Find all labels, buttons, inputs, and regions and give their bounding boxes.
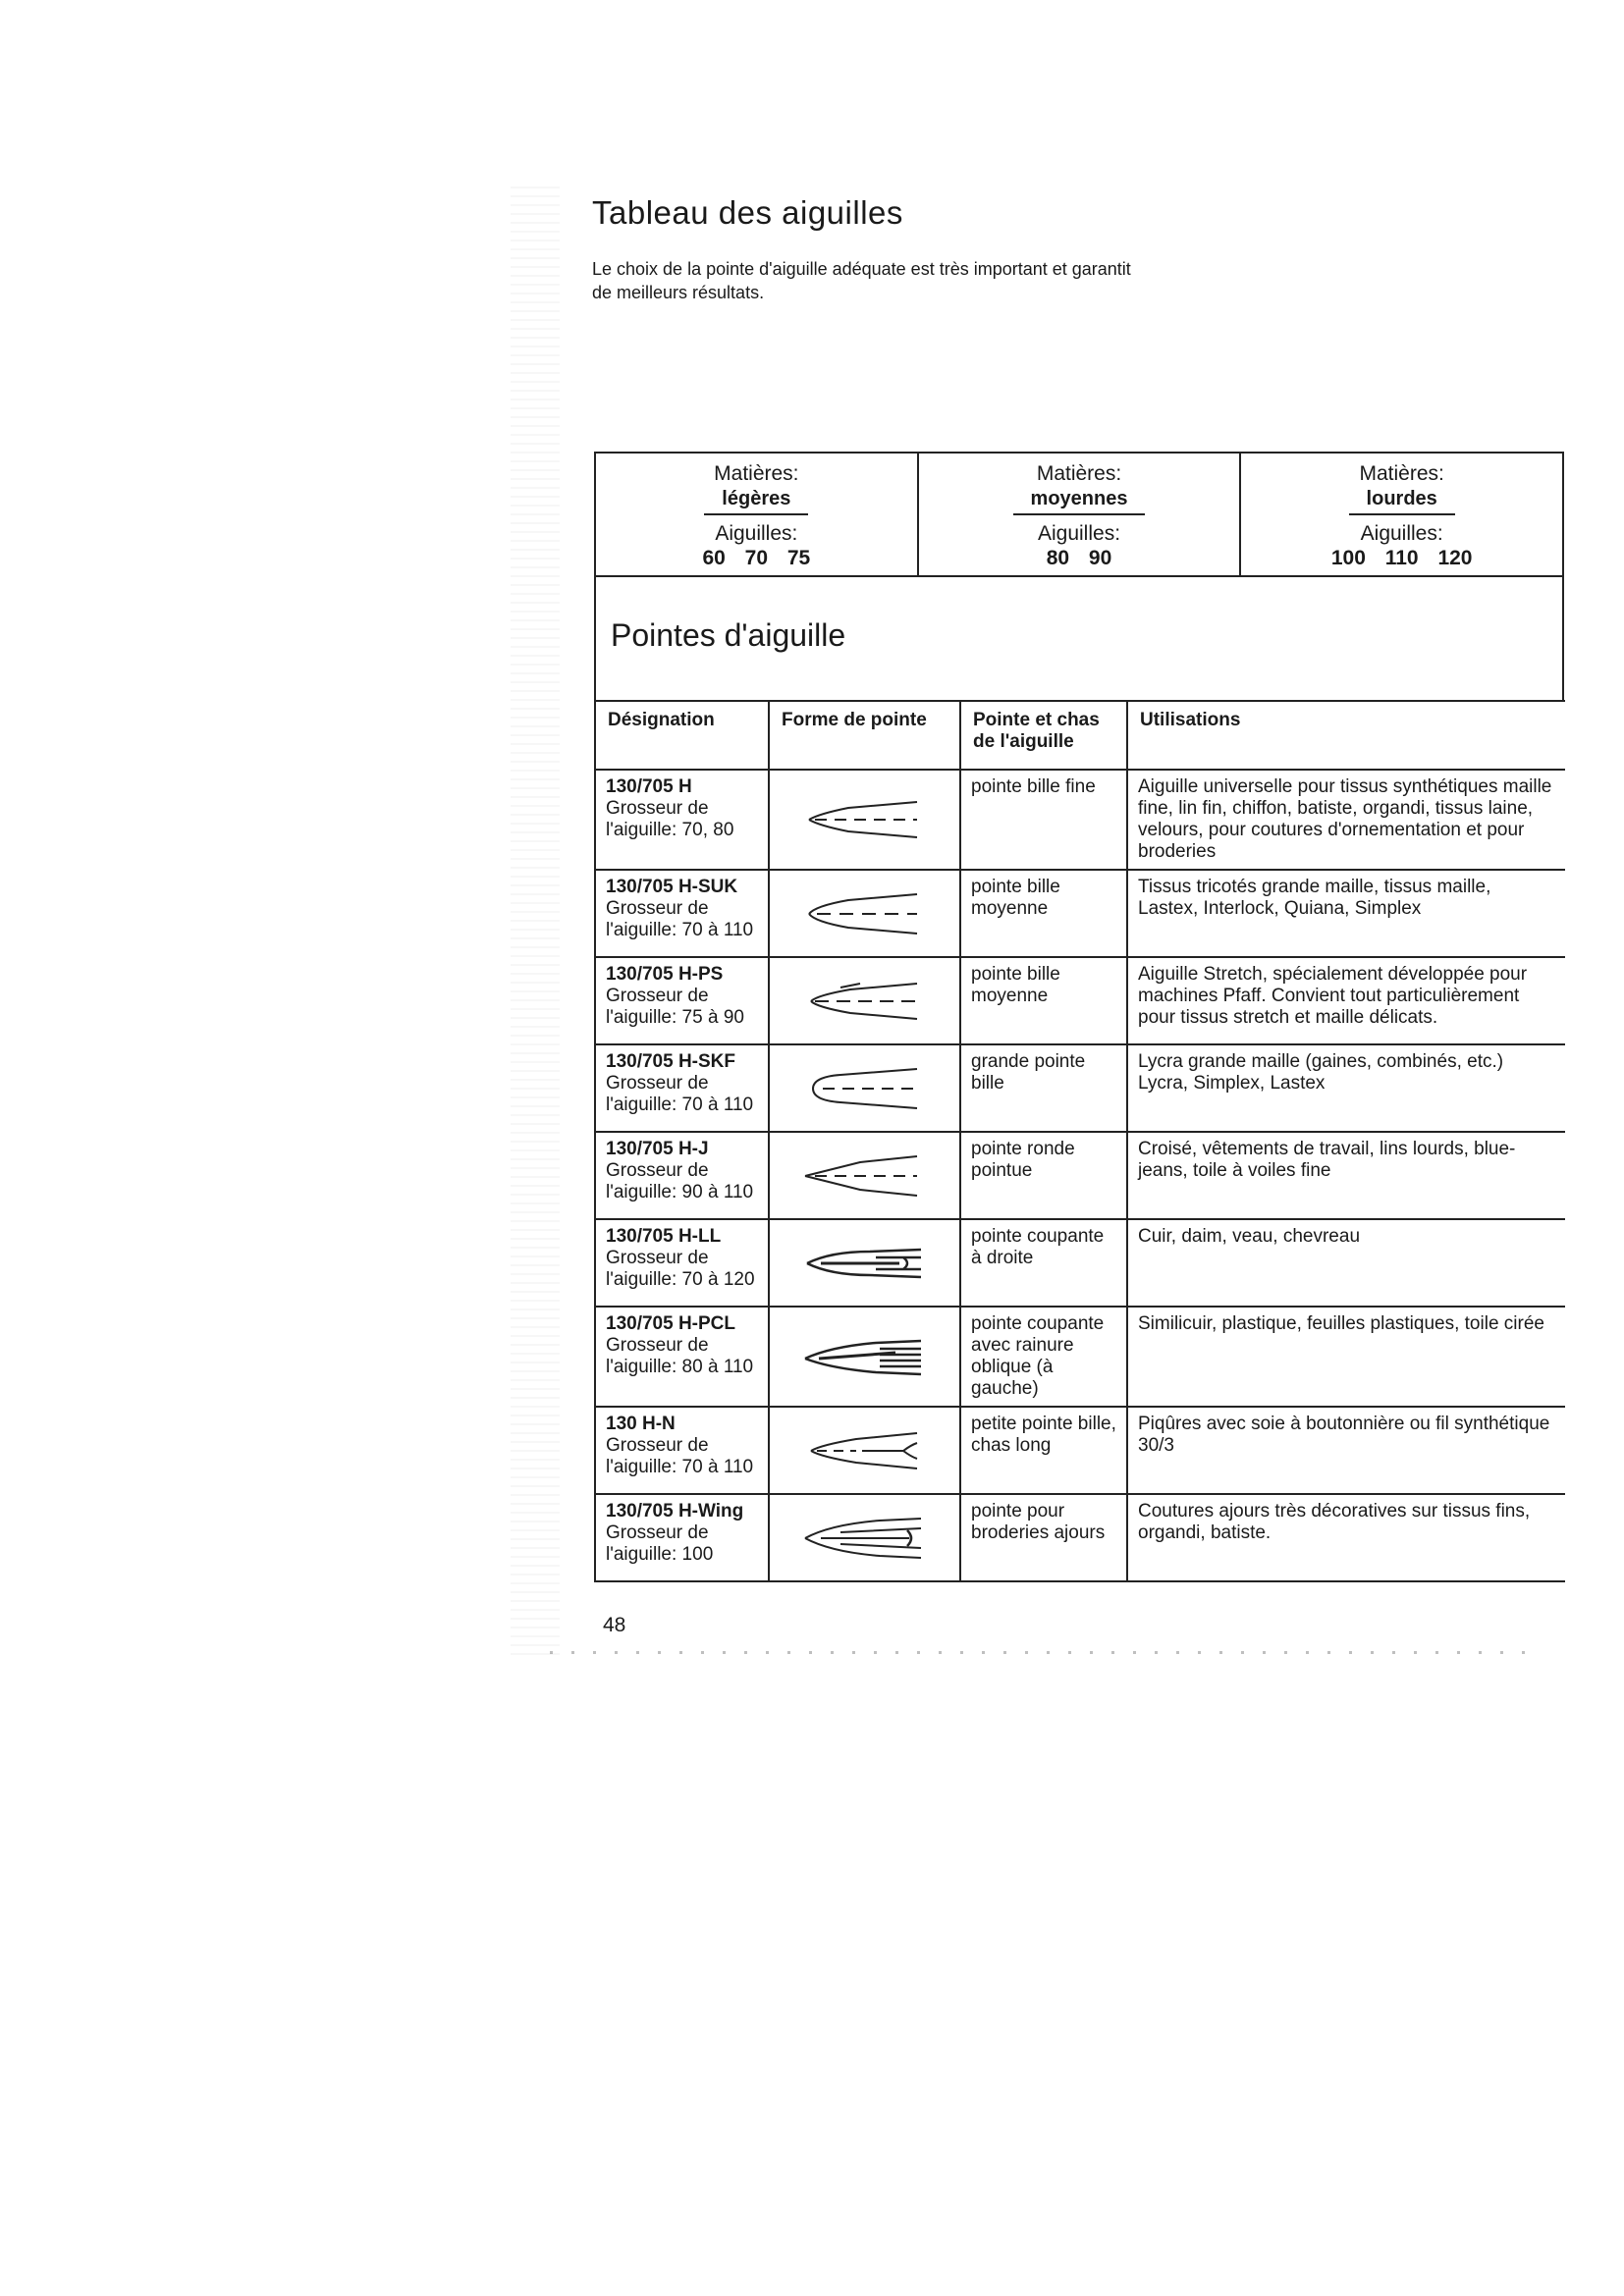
shape-cell — [769, 1307, 960, 1407]
needle-code: 130/705 H-Wing — [606, 1501, 744, 1522]
cutting-groove-point-icon — [801, 1329, 929, 1384]
small-ball-long-eye-icon — [801, 1423, 929, 1478]
needle-code: 130 H-N — [606, 1414, 676, 1434]
ball-point-fine-icon — [801, 792, 929, 847]
shape-cell — [769, 870, 960, 957]
page-title: Tableau des aiguilles — [592, 194, 903, 231]
shape-cell — [769, 1219, 960, 1307]
usage-cell: Aiguille universelle pour tissus synthétiques maille fine, lin fin, chiffon, batiste, organdi, tissus laine, velours, pour coutures d'ornementation et pour broderies — [1127, 770, 1565, 870]
shape-cell — [769, 1044, 960, 1132]
large-ball-point-icon — [801, 1061, 929, 1116]
table-row — [595, 1132, 1565, 1219]
needle-code: 130/705 H-LL — [606, 1226, 722, 1247]
needle-size: Grosseur de l'aiguille: 100 — [606, 1522, 714, 1565]
table-row — [595, 1219, 1565, 1307]
materials-heavy — [1239, 454, 1562, 575]
materials-weight: moyennes — [1013, 487, 1146, 515]
section-title: Pointes d'aiguille — [611, 617, 846, 653]
usage-cell: Cuir, daim, veau, chevreau — [1127, 1219, 1565, 1307]
shape-cell — [769, 770, 960, 870]
needles-label: Aiguilles: — [715, 522, 798, 545]
needle-points-table — [594, 700, 1565, 1582]
materials-weight: lourdes — [1349, 487, 1455, 515]
needles-label: Aiguilles: — [1037, 522, 1121, 545]
intro-text: Le choix de la pointe d'aiguille adéquate est très important et garantit de meilleurs résultats. — [592, 259, 1131, 302]
table-row — [595, 1407, 1565, 1494]
shape-cell — [769, 1407, 960, 1494]
needle-sizes: 100 110 120 — [1330, 547, 1473, 569]
header-utilisations: Utilisations — [1127, 701, 1565, 770]
materials-table — [594, 452, 1564, 577]
shape-cell — [769, 1494, 960, 1581]
sharp-round-point-icon — [801, 1148, 929, 1203]
needle-sizes: 80 90 — [1046, 547, 1112, 569]
point-type-cell: grande pointe bille — [960, 1044, 1127, 1132]
designation-cell — [595, 1219, 769, 1307]
needle-size: Grosseur de l'aiguille: 80 à 110 — [606, 1335, 754, 1377]
usage-cell: Aiguille Stretch, spécialement développée pour machines Pfaff. Convient tout particulièrement pour tissus stretch et maille délicats. — [1127, 957, 1565, 1044]
needle-size: Grosseur de l'aiguille: 70, 80 — [606, 798, 734, 840]
usage-cell: Tissus tricotés grande maille, tissus maille, Lastex, Interlock, Quiana, Simplex — [1127, 870, 1565, 957]
designation-cell — [595, 870, 769, 957]
point-type-cell: pointe pour broderies ajours — [960, 1494, 1127, 1581]
table-row — [595, 1494, 1565, 1581]
needle-code: 130/705 H-J — [606, 1139, 709, 1159]
point-type-cell: pointe coupante avec rainure oblique (à gauche) — [960, 1307, 1127, 1407]
table-header-row — [595, 701, 1565, 770]
needle-code: 130/705 H-SUK — [606, 877, 738, 897]
stretch-point-icon — [801, 974, 929, 1029]
materials-label: Matières: — [1359, 462, 1444, 485]
table-row — [595, 770, 1565, 870]
designation-cell — [595, 1494, 769, 1581]
designation-cell — [595, 957, 769, 1044]
designation-cell — [595, 1132, 769, 1219]
needle-size: Grosseur de l'aiguille: 70 à 120 — [606, 1248, 755, 1290]
table-row — [595, 1307, 1565, 1407]
materials-medium — [917, 454, 1240, 575]
usage-cell: Croisé, vêtements de travail, lins lourds, blue-jeans, toile à voiles fine — [1127, 1132, 1565, 1219]
needle-code: 130/705 H-SKF — [606, 1051, 736, 1072]
designation-cell — [595, 1407, 769, 1494]
needle-code: 130/705 H — [606, 776, 692, 797]
point-type-cell: pointe bille fine — [960, 770, 1127, 870]
points-section — [594, 576, 1564, 702]
usage-cell: Similicuir, plastique, feuilles plastiques, toile cirée — [1127, 1307, 1565, 1407]
needle-size: Grosseur de l'aiguille: 75 à 90 — [606, 986, 744, 1028]
needle-size: Grosseur de l'aiguille: 70 à 110 — [606, 1073, 754, 1115]
header-designation: Désignation — [595, 701, 769, 770]
needles-label: Aiguilles: — [1360, 522, 1443, 545]
shape-cell — [769, 1132, 960, 1219]
point-type-cell: pointe bille moyenne — [960, 957, 1127, 1044]
needle-size: Grosseur de l'aiguille: 90 à 110 — [606, 1160, 754, 1202]
scan-speckle-bottom — [550, 1651, 1532, 1654]
point-type-cell: petite pointe bille, chas long — [960, 1407, 1127, 1494]
usage-cell: Lycra grande maille (gaines, combinés, etc.) Lycra, Simplex, Lastex — [1127, 1044, 1565, 1132]
designation-cell — [595, 770, 769, 870]
point-type-cell: pointe bille moyenne — [960, 870, 1127, 957]
materials-weight: légères — [704, 487, 808, 515]
materials-label: Matières: — [1036, 462, 1122, 485]
needle-size: Grosseur de l'aiguille: 70 à 110 — [606, 898, 754, 940]
table-row — [595, 1044, 1565, 1132]
table-row — [595, 957, 1565, 1044]
usage-cell: Piqûres avec soie à boutonnière ou fil synthétique 30/3 — [1127, 1407, 1565, 1494]
needle-size: Grosseur de l'aiguille: 70 à 110 — [606, 1435, 754, 1477]
wing-needle-icon — [801, 1511, 929, 1566]
designation-cell — [595, 1044, 769, 1132]
header-pointe-chas: Pointe et chas de l'aiguille — [960, 701, 1127, 770]
shape-cell — [769, 957, 960, 1044]
needle-code: 130/705 H-PCL — [606, 1313, 736, 1334]
point-type-cell: pointe coupante à droite — [960, 1219, 1127, 1307]
ball-point-medium-icon — [801, 886, 929, 941]
scan-speckle — [511, 187, 560, 1659]
needle-code: 130/705 H-PS — [606, 964, 724, 985]
cutting-point-icon — [801, 1236, 929, 1291]
table-row — [595, 870, 1565, 957]
materials-light — [596, 454, 917, 575]
point-type-cell: pointe ronde pointue — [960, 1132, 1127, 1219]
usage-cell: Coutures ajours très décoratives sur tissus fins, organdi, batiste. — [1127, 1494, 1565, 1581]
needle-sizes: 60 70 75 — [702, 547, 811, 569]
header-forme: Forme de pointe — [769, 701, 960, 770]
materials-label: Matières: — [714, 462, 799, 485]
page-number: 48 — [603, 1614, 626, 1636]
designation-cell — [595, 1307, 769, 1407]
